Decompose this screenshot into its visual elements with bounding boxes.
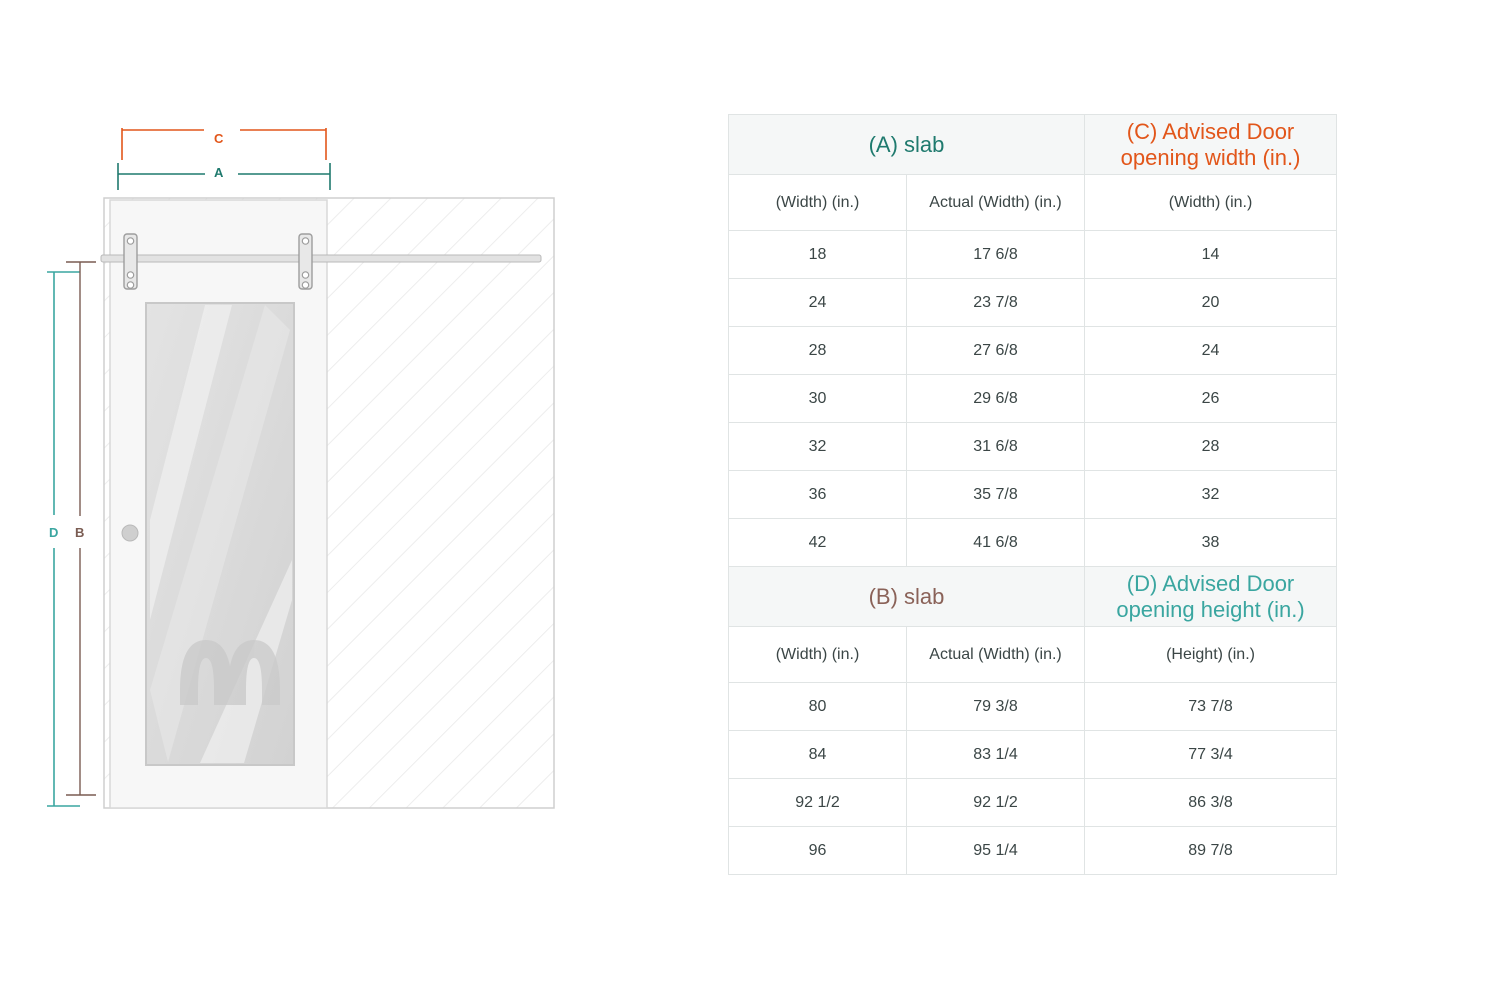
cell-slab-width: 30 — [729, 375, 907, 423]
cell-actual-height: 92 1/2 — [907, 779, 1085, 827]
door-slab — [110, 200, 327, 808]
spec-table-panel — [728, 114, 1336, 875]
table-row — [729, 683, 1337, 731]
cell-slab-height: 92 1/2 — [729, 779, 907, 827]
group-title-d-text: (D) Advised Door opening height (in.) — [1116, 571, 1305, 622]
cell-actual-width: 41 6/8 — [907, 519, 1085, 567]
cell-slab-height: 80 — [729, 683, 907, 731]
door-size-table — [728, 114, 1337, 875]
door-diagram-panel — [0, 0, 700, 1000]
group-title-b-text: (B) slab — [868, 583, 945, 609]
cell-opening-width: 26 — [1085, 375, 1337, 423]
subheader-a-width: (Width) (in.) — [729, 175, 907, 231]
cell-slab-width: 36 — [729, 471, 907, 519]
group-title-d — [1085, 567, 1337, 627]
group-title-b — [729, 567, 1085, 627]
cell-slab-width: 28 — [729, 327, 907, 375]
cell-opening-height: 73 7/8 — [1085, 683, 1337, 731]
subheader-b-actual-width: Actual (Width) (in.) — [907, 627, 1085, 683]
dimension-label-b: B — [75, 525, 85, 540]
table-row — [729, 279, 1337, 327]
table-row — [729, 327, 1337, 375]
cell-opening-width: 32 — [1085, 471, 1337, 519]
cell-slab-height: 84 — [729, 731, 907, 779]
cell-actual-width: 23 7/8 — [907, 279, 1085, 327]
cell-opening-height: 77 3/4 — [1085, 731, 1337, 779]
subheader-row-height — [729, 627, 1337, 683]
cell-opening-width: 14 — [1085, 231, 1337, 279]
table-row — [729, 231, 1337, 279]
subheader-d-height: (Height) (in.) — [1085, 627, 1337, 683]
cell-actual-height: 95 1/4 — [907, 827, 1085, 875]
group-title-c-text: (C) Advised Door opening width (in.) — [1120, 119, 1301, 170]
cell-actual-width: 29 6/8 — [907, 375, 1085, 423]
dimension-c — [122, 128, 326, 160]
cell-actual-width: 35 7/8 — [907, 471, 1085, 519]
subheader-c-width: (Width) (in.) — [1085, 175, 1337, 231]
subheader-b-width: (Width) (in.) — [729, 627, 907, 683]
cell-actual-width: 31 6/8 — [907, 423, 1085, 471]
group-title-c — [1085, 115, 1337, 175]
dimension-a — [118, 163, 330, 190]
cell-opening-width: 28 — [1085, 423, 1337, 471]
cell-slab-width: 32 — [729, 423, 907, 471]
subheader-a-actual-width: Actual (Width) (in.) — [907, 175, 1085, 231]
door-diagram-svg — [0, 0, 700, 1000]
cell-opening-height: 89 7/8 — [1085, 827, 1337, 875]
cell-actual-height: 83 1/4 — [907, 731, 1085, 779]
dimension-label-d: D — [49, 525, 59, 540]
group-header-height — [729, 567, 1337, 627]
cell-opening-width: 24 — [1085, 327, 1337, 375]
dimension-label-c: C — [214, 131, 224, 146]
cell-actual-width: 27 6/8 — [907, 327, 1085, 375]
table-row — [729, 471, 1337, 519]
cell-slab-width: 18 — [729, 231, 907, 279]
hanger-left — [124, 234, 137, 289]
table-row — [729, 731, 1337, 779]
group-header-width — [729, 115, 1337, 175]
dimension-label-a: A — [214, 165, 224, 180]
hanger-right — [299, 234, 312, 289]
table-row — [729, 423, 1337, 471]
subheader-row-width — [729, 175, 1337, 231]
cell-opening-height: 86 3/8 — [1085, 779, 1337, 827]
group-title-a — [729, 115, 1085, 175]
table-row — [729, 375, 1337, 423]
cell-actual-height: 79 3/8 — [907, 683, 1085, 731]
cell-actual-width: 17 6/8 — [907, 231, 1085, 279]
cell-slab-height: 96 — [729, 827, 907, 875]
cell-slab-width: 24 — [729, 279, 907, 327]
cell-slab-width: 42 — [729, 519, 907, 567]
table-row — [729, 827, 1337, 875]
table-row — [729, 779, 1337, 827]
cell-opening-width: 20 — [1085, 279, 1337, 327]
group-title-a-text: (A) slab — [868, 131, 945, 157]
table-row — [729, 519, 1337, 567]
cell-opening-width: 38 — [1085, 519, 1337, 567]
